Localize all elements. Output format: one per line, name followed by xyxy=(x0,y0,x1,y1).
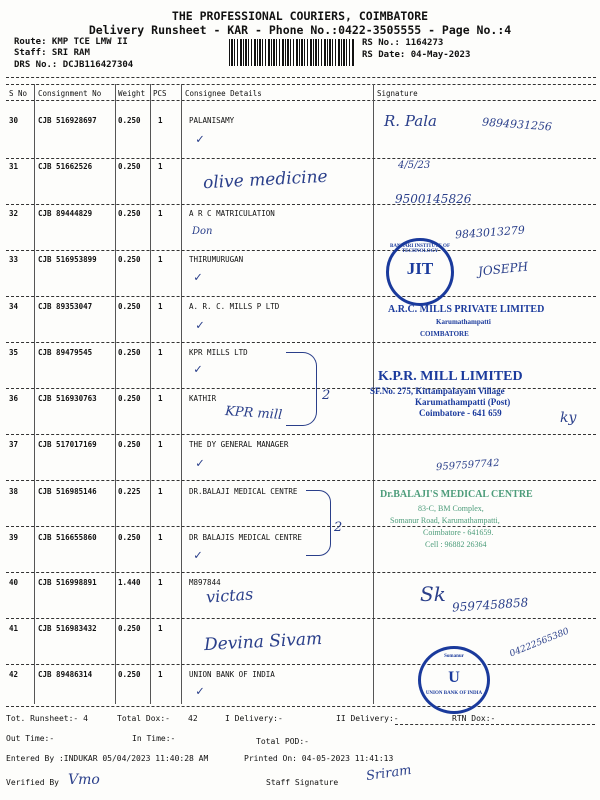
row-sno: 42 xyxy=(9,670,19,679)
row-consignee: KPR MILLS LTD xyxy=(189,348,248,357)
rtn-dox-label: RTN Dox:- xyxy=(452,714,496,723)
out-time-label: Out Time:- xyxy=(6,734,55,743)
check-mark-icon: ✓ xyxy=(194,548,202,563)
col-header-consignee: Consignee Details xyxy=(185,89,262,98)
union-bank-logo-icon: U xyxy=(448,669,460,686)
row-sno: 36 xyxy=(9,394,19,403)
kpr-stamp-line: SF.No. 275, Kittampalayam Village xyxy=(370,386,505,396)
i-delivery-label: I Delivery:- xyxy=(225,714,283,723)
row-consignment: CJB 89444829 xyxy=(38,209,93,218)
column-divider xyxy=(115,84,116,704)
row-pcs: 1 xyxy=(158,162,163,171)
row-consignment: CJB 51662526 xyxy=(38,162,93,171)
row-divider xyxy=(6,250,596,251)
column-divider xyxy=(34,84,35,704)
row-sno: 41 xyxy=(9,624,19,633)
row-consignee: PALANISAMY xyxy=(189,116,235,125)
row-weight: 0.250 xyxy=(118,209,141,218)
staff-signature: Sriram xyxy=(365,762,413,785)
printed-on: Printed On: 04-05-2023 11:41:13 xyxy=(244,754,394,763)
phone-handwritten: 9500145826 xyxy=(395,192,472,206)
row-divider xyxy=(6,480,596,481)
bracket-mark xyxy=(286,352,317,426)
bracket-count: 2 xyxy=(334,520,343,535)
row-weight: 0.225 xyxy=(118,487,141,496)
row-sno: 32 xyxy=(9,209,19,218)
row-consignee: DR BALAJIS MEDICAL CENTRE xyxy=(189,533,302,542)
row-sno: 40 xyxy=(9,578,19,587)
row-divider xyxy=(6,706,596,707)
row-consignment: CJB 89479545 xyxy=(38,348,93,357)
row-sno: 30 xyxy=(9,116,19,125)
check-mark-icon: ✓ xyxy=(196,684,204,699)
check-mark-icon: ✓ xyxy=(196,132,204,147)
row-weight: 0.250 xyxy=(118,394,141,403)
row-weight: 0.250 xyxy=(118,302,141,311)
in-time-label: In Time:- xyxy=(132,734,176,743)
row-weight: 0.250 xyxy=(118,624,141,633)
row-divider xyxy=(6,342,596,343)
total-dox-value: 42 xyxy=(188,714,198,723)
staff-label: Staff: SRI RAM xyxy=(14,48,90,58)
signature-handwritten: Sk xyxy=(420,582,446,606)
staff-signature-label: Staff Signature xyxy=(266,778,339,787)
balaji-stamp-line: Coimbatore - 641659. xyxy=(423,528,494,537)
drs-number: DRS No.: DCJB116427304 xyxy=(14,60,134,70)
row-pcs: 1 xyxy=(158,348,163,357)
row-consignee: A R C MATRICULATION xyxy=(189,209,275,218)
bracket-mark xyxy=(306,490,331,556)
row-weight: 0.250 xyxy=(118,440,141,449)
row-pcs: 1 xyxy=(158,255,163,264)
row-pcs: 1 xyxy=(158,578,163,587)
row-consignment: CJB 516655860 xyxy=(38,533,97,542)
col-header-weight: Weight xyxy=(118,89,146,98)
handwritten-name: olive medicine xyxy=(202,166,329,194)
row-weight: 0.250 xyxy=(118,255,141,264)
balaji-stamp-title: Dr.BALAJI'S MEDICAL CENTRE xyxy=(380,489,533,500)
balaji-stamp-line: 83-C, BM Complex, xyxy=(418,504,484,513)
kpr-stamp-line: Coimbatore - 641 659 xyxy=(419,408,502,418)
row-consignee: KATHIR xyxy=(189,394,217,403)
check-mark-icon: ✓ xyxy=(194,362,202,377)
row-divider xyxy=(6,664,596,665)
bank-seal: Somanur U UNION BANK OF INDIA xyxy=(418,646,490,714)
row-sno: 37 xyxy=(9,440,19,449)
balaji-stamp-line: Cell : 96882 26364 xyxy=(425,540,487,549)
arc-stamp-title: A.R.C. MILLS PRIVATE LIMITED xyxy=(388,304,545,315)
row-sno: 33 xyxy=(9,255,19,264)
row-consignee: DR.BALAJI MEDICAL CENTRE xyxy=(189,487,298,496)
row-consignment: CJB 516998891 xyxy=(38,578,97,587)
signature-palanisamy: R. Pala xyxy=(384,112,437,130)
kpr-stamp-line: Karumathampatti (Post) xyxy=(415,397,511,407)
total-dox-label: Total Dox:- xyxy=(117,714,170,723)
row-divider xyxy=(6,158,596,159)
row-weight: 1.440 xyxy=(118,578,141,587)
row-consignment: CJB 89353047 xyxy=(38,302,93,311)
rs-number: RS No.: 1164273 xyxy=(362,38,444,48)
row-consignee: UNION BANK OF INDIA xyxy=(189,670,275,679)
bracket-count: 2 xyxy=(322,388,331,403)
row-consignment: CJB 516928697 xyxy=(38,116,97,125)
phone-handwritten: 9597597742 xyxy=(435,457,500,474)
phone-handwritten: 9843013279 xyxy=(454,223,526,242)
row-consignee: A. R. C. MILLS P LTD xyxy=(189,302,280,311)
arc-stamp-line: Karumathampatti xyxy=(436,318,491,326)
row-divider xyxy=(6,434,596,435)
institute-seal: BANNARI INSTITUTE OF TECHNOLOGY JIT xyxy=(386,238,454,306)
verified-signature: Vmo xyxy=(68,772,100,788)
company-title: THE PROFESSIONAL COURIERS, COIMBATORE xyxy=(171,9,429,23)
row-consignment: CJB 516953899 xyxy=(38,255,97,264)
row-sno: 31 xyxy=(9,162,19,171)
phone-handwritten: 04222565380 xyxy=(508,626,571,660)
handwritten-note: Don xyxy=(192,226,213,237)
handwritten-name: victas xyxy=(205,584,254,607)
row-consignment: CJB 89486314 xyxy=(38,670,93,679)
row-weight: 0.250 xyxy=(118,348,141,357)
row-divider xyxy=(6,296,596,297)
col-header-pcs: PCS xyxy=(153,89,167,98)
row-divider xyxy=(6,618,596,619)
row-sno: 35 xyxy=(9,348,19,357)
column-divider xyxy=(150,84,151,704)
row-weight: 0.250 xyxy=(118,162,141,171)
row-sno: 39 xyxy=(9,533,19,542)
check-mark-icon: ✓ xyxy=(194,270,202,285)
signature-handwritten: ky xyxy=(560,410,577,426)
verified-by-label: Verified By xyxy=(6,778,59,787)
row-pcs: 1 xyxy=(158,670,163,679)
total-pod-label: Total POD:- xyxy=(256,737,309,746)
kpr-stamp-title: K.P.R. MILL LIMITED xyxy=(378,369,523,384)
rs-date: RS Date: 04-May-2023 xyxy=(362,50,471,60)
row-consignment: CJB 516983432 xyxy=(38,624,97,633)
row-pcs: 1 xyxy=(158,302,163,311)
row-pcs: 1 xyxy=(158,116,163,125)
row-pcs: 1 xyxy=(158,209,163,218)
signature-handwritten: JOSEPH xyxy=(477,259,529,279)
phone-handwritten: 9894931256 xyxy=(481,115,553,134)
date-handwritten: 4/5/23 xyxy=(398,160,431,171)
row-pcs: 1 xyxy=(158,533,163,542)
row-weight: 0.250 xyxy=(118,116,141,125)
row-pcs: 1 xyxy=(158,394,163,403)
column-divider xyxy=(181,84,182,704)
check-mark-icon: ✓ xyxy=(196,456,204,471)
entered-by: Entered By :INDUKAR 05/04/2023 11:40:28 AM xyxy=(6,754,209,763)
divider xyxy=(6,77,596,78)
row-consignment: CJB 516930763 xyxy=(38,394,97,403)
ii-delivery-label: II Delivery:- xyxy=(336,714,399,723)
row-divider xyxy=(6,572,596,573)
barcode xyxy=(229,39,355,66)
jit-logo: JIT xyxy=(406,259,434,278)
phone-handwritten: 9597458858 xyxy=(451,595,529,615)
balaji-stamp-line: Somanur Road, Karumathampatti, xyxy=(390,516,500,525)
row-divider xyxy=(6,526,596,527)
divider xyxy=(6,100,596,101)
route-label: Route: KMP TCE LMW II xyxy=(14,37,128,47)
row-weight: 0.250 xyxy=(118,670,141,679)
check-mark-icon: ✓ xyxy=(196,318,204,333)
row-consignment: CJB 517017169 xyxy=(38,440,97,449)
total-runsheet: Tot. Runsheet:- 4 xyxy=(6,714,88,723)
row-sno: 38 xyxy=(9,487,19,496)
row-consignment: CJB 516985146 xyxy=(38,487,97,496)
divider xyxy=(6,84,596,85)
row-consignee: THE DY GENERAL MANAGER xyxy=(189,440,289,449)
row-pcs: 1 xyxy=(158,624,163,633)
col-header-sno: S No xyxy=(9,89,28,98)
col-header-signature: Signature xyxy=(377,89,418,98)
arc-stamp-line: COIMBATORE xyxy=(420,330,469,338)
row-pcs: 1 xyxy=(158,440,163,449)
handwritten-name: KPR mill xyxy=(224,404,283,423)
row-divider xyxy=(6,204,596,205)
row-consignee: THIRUMURUGAN xyxy=(189,255,244,264)
row-pcs: 1 xyxy=(158,487,163,496)
handwritten-name: Devina Sivam xyxy=(203,628,323,656)
divider xyxy=(395,724,595,725)
runsheet-title: Delivery Runsheet - KAR - Phone No.:0422-3505555 - Page No.:4 xyxy=(88,23,512,37)
row-consignee: M897844 xyxy=(189,578,221,587)
col-header-consignment: Consignment No xyxy=(38,89,102,98)
row-weight: 0.250 xyxy=(118,533,141,542)
row-sno: 34 xyxy=(9,302,19,311)
